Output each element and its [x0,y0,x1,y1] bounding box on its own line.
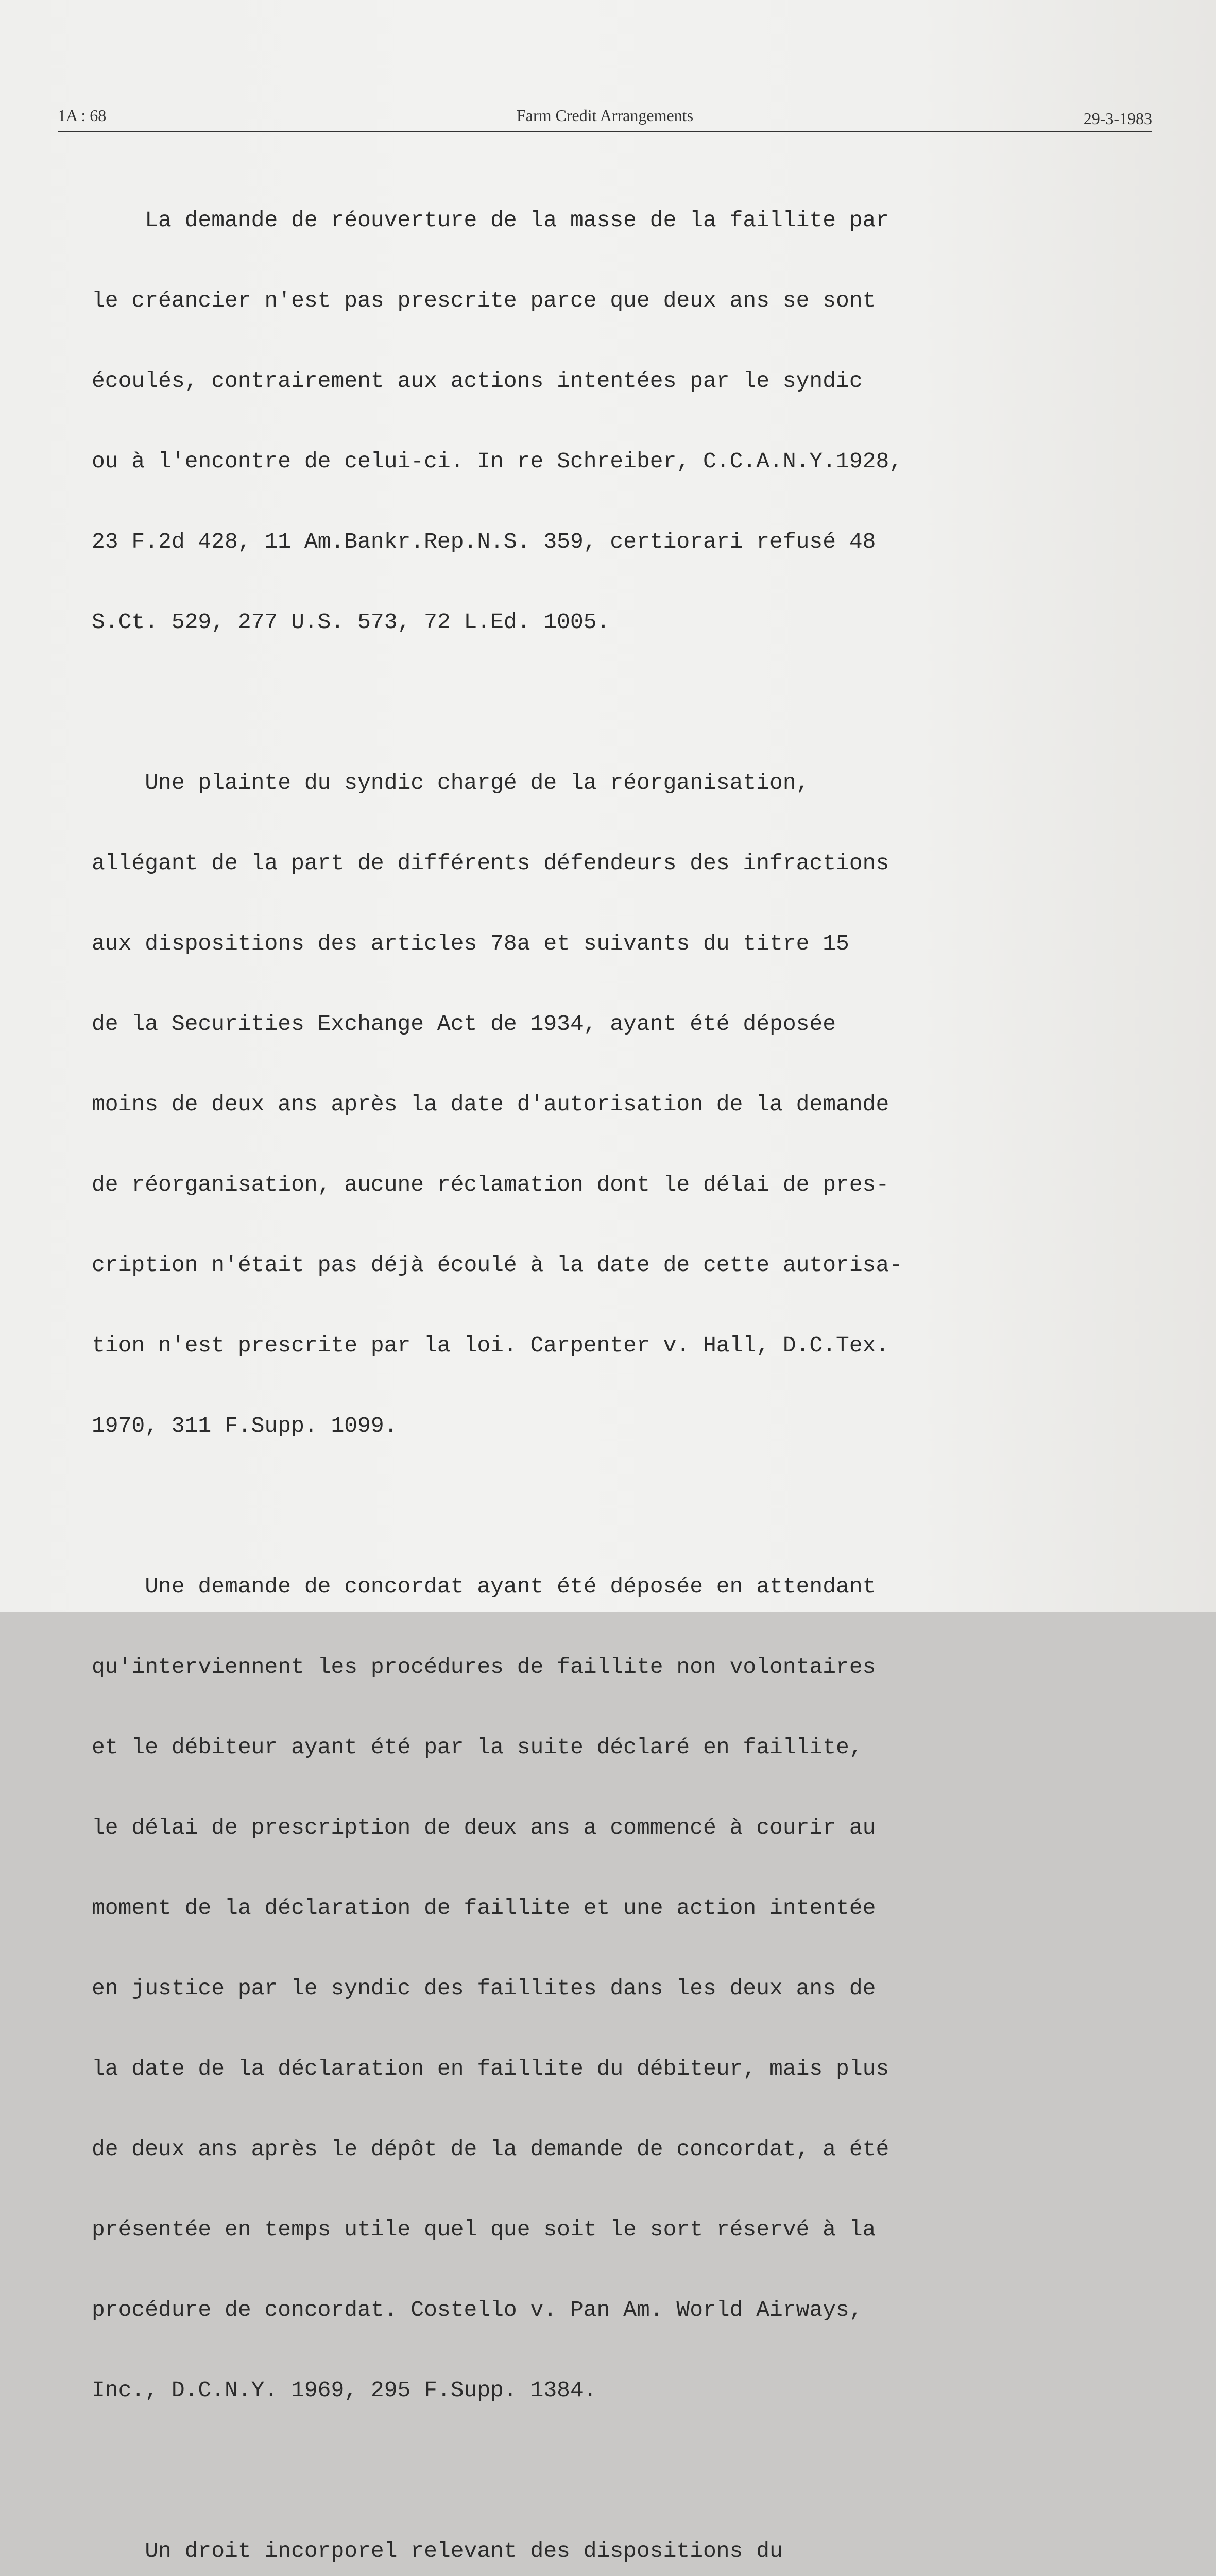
text-line: Un droit incorporel relevant des dispositions du [92,2538,783,2564]
text-line: La demande de réouverture de la masse de la faillite par [92,208,889,233]
header-date: 29-3-1983 [1083,109,1152,128]
running-title: Farm Credit Arrangements [516,106,694,125]
text-line: la date de la déclaration en faillite du débiteur, mais plus [92,2056,889,2081]
paragraph-4 [92,2484,1153,2576]
body-text [92,154,1153,2576]
text-line: en justice par le syndic des faillites dans les deux ans de [92,1976,876,2001]
text-line: procédure de concordat. Costello v. Pan Am. World Airways, [92,2297,863,2323]
text-line: Inc., D.C.N.Y. 1969, 295 F.Supp. 1384. [92,2378,597,2403]
text-line: cription n'était pas déjà écoulé à la date de cette autorisa- [92,1252,903,1278]
running-header [58,103,1152,131]
text-line: le délai de prescription de deux ans a commencé à courir au [92,1815,876,1840]
text-line: de réorganisation, aucune réclamation dont le délai de pres- [92,1172,889,1197]
text-line: allégant de la part de différents défendeurs des infractions [92,851,889,876]
text-line: et le débiteur ayant été par la suite déclaré en faillite, [92,1735,863,1760]
text-line: moins de deux ans après la date d'autorisation de la demande [92,1092,889,1117]
text-line: de deux ans après le dépôt de la demande de concordat, a été [92,2137,889,2162]
text-line: Une demande de concordat ayant été déposée en attendant [92,1574,876,1599]
text-line: ou à l'encontre de celui-ci. In re Schreiber, C.C.A.N.Y.1928, [92,449,903,474]
page-reference: 1A : 68 [58,106,107,125]
text-line: qu'interviennent les procédures de faillite non volontaires [92,1654,876,1680]
text-line: 23 F.2d 428, 11 Am.Bankr.Rep.N.S. 359, certiorari refusé 48 [92,529,876,554]
text-line: 1970, 311 F.Supp. 1099. [92,1413,398,1438]
text-line: moment de la déclaration de faillite et une action intentée [92,1895,876,1921]
text-line: de la Securities Exchange Act de 1934, ayant été déposée [92,1011,836,1037]
text-line: présentée en temps utile quel que soit le sort réservé à la [92,2217,876,2242]
paragraph-1 [92,154,1153,689]
header-rule [58,131,1152,132]
text-line: S.Ct. 529, 277 U.S. 573, 72 L.Ed. 1005. [92,609,610,635]
paragraph-2 [92,716,1153,1493]
text-line: aux dispositions des articles 78a et suivants du titre 15 [92,931,849,956]
text-line: Une plainte du syndic chargé de la réorganisation, [92,770,810,795]
paragraph-3 [92,1520,1153,2458]
text-line: tion n'est prescrite par la loi. Carpenter v. Hall, D.C.Tex. [92,1333,889,1358]
text-line: le créancier n'est pas prescrite parce que deux ans se sont [92,288,876,313]
text-line: écoulés, contrairement aux actions intentées par le syndic [92,368,863,394]
